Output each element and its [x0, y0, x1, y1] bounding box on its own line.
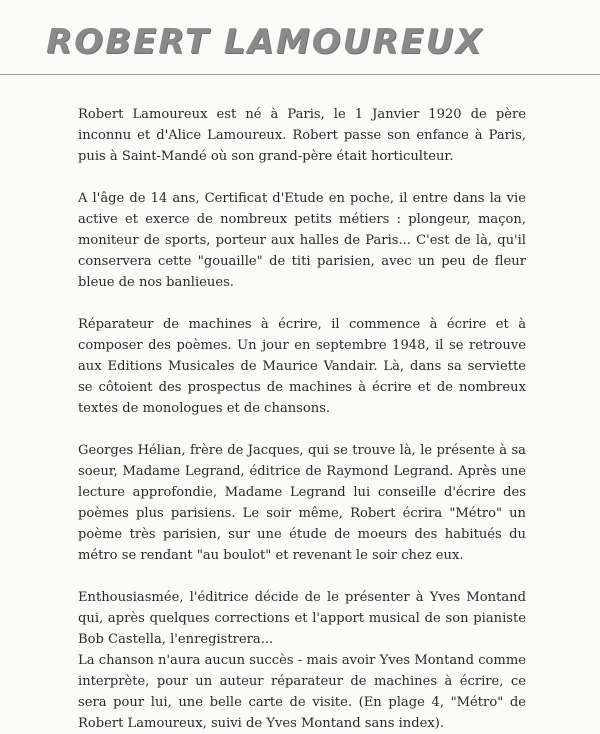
paragraph-metro: Georges Hélian, frère de Jacques, qui se trouve là, le présente à sa soeur, Madame Legrand, éditrice de Raymond Legrand. Après une lecture approfondie, Madame Legrand lui conseille d'écrire des poèmes plus parisiens. Le soir même, Robert écrira "Métro" un poème très parisien, sur une étude de moeurs des habitués du métro se rendant "au boulot" et revenant le soir chez eux. — [78, 443, 526, 563]
page-title: ROBERT LAMOUREUX — [46, 22, 484, 62]
paragraph-montand-first: Enthousiasmée, l'éditrice décide de le présenter à Yves Montand qui, après quelques corrections et l'apport musical de son pianiste Bob Castella, l'enregistrera... — [78, 590, 526, 647]
paragraph-typewriter: Réparateur de machines à écrire, il commence à écrire et à composer des poèmes. Un jour en septembre 1948, il se retrouve aux Editions Musicales de Maurice Vandair. Là, dans sa serviette se côtoient des prospectus de machines à écrire et de nombreux textes de monologues et de chansons. — [78, 317, 526, 416]
paragraph-early-jobs: A l'âge de 14 ans, Certificat d'Etude en poche, il entre dans la vie active et exerce de nombreux petits métiers : plongeur, maçon, moniteur de sports, porteur aux halles de Paris... C'est de là, qu'il conservera cette "gouaille" de titi parisien, avec un peu de fleur bleue de nos banlieues. — [78, 191, 526, 290]
biography-text — [78, 104, 526, 734]
paragraph-montand — [78, 587, 526, 734]
paragraph-montand-second: La chanson n'aura aucun succès - mais avoir Yves Montand comme interprète, pour un auteur réparateur de machines à écrire, ce sera pour lui, une belle carte de visite. (En plage 4, "Métro" de Robert Lamoureux, suivi de Yves Montand sans index). — [78, 653, 526, 731]
title-band — [0, 0, 600, 78]
title-divider — [0, 74, 600, 75]
paragraph-birth: Robert Lamoureux est né à Paris, le 1 Janvier 1920 de père inconnu et d'Alice Lamoureux. Robert passe son enfance à Paris, puis à Saint-Mandé où son grand-père était horticulteur. — [78, 107, 526, 164]
